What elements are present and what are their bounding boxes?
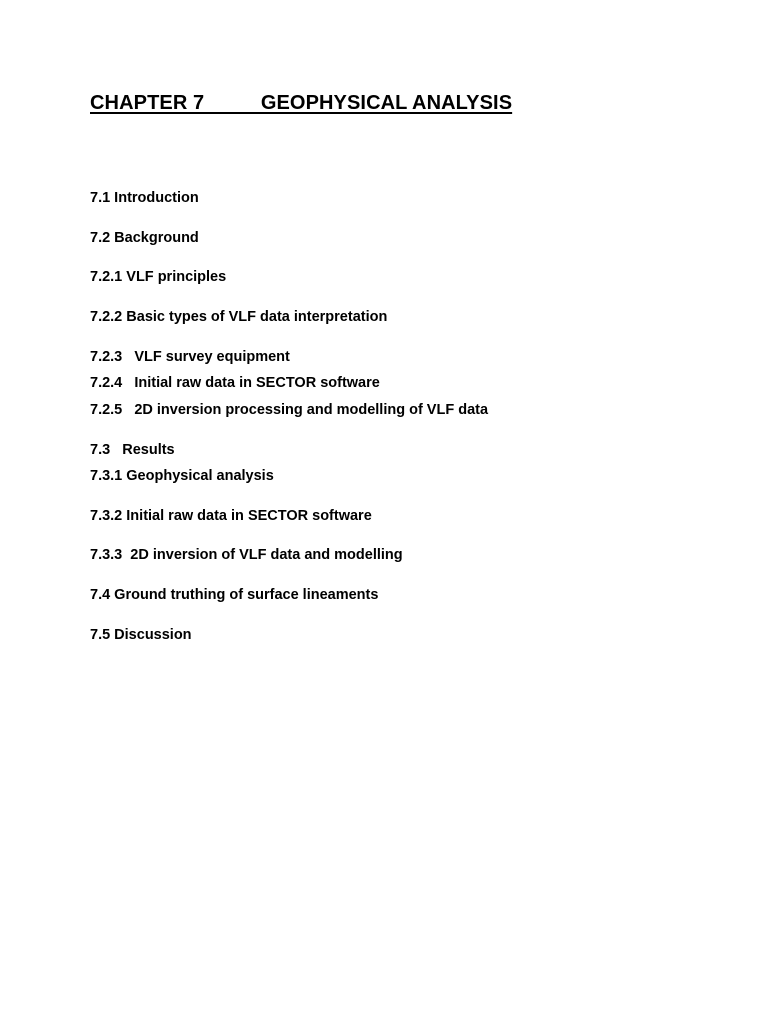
toc-item-7-5: 7.5 Discussion bbox=[90, 627, 192, 643]
toc-item-7-2-4: 7.2.4 Initial raw data in SECTOR software bbox=[90, 375, 380, 391]
toc-item-7-2-5: 7.2.5 2D inversion processing and modelling of VLF data bbox=[90, 402, 489, 418]
chapter-heading: CHAPTER 7 GEOPHYSICAL ANALYSIS bbox=[90, 92, 513, 114]
toc-item-7-3: 7.3 Results bbox=[90, 442, 175, 458]
toc-item-7-2-2: 7.2.2 Basic types of VLF data interpretation bbox=[90, 309, 388, 325]
toc-item-7-3-3: 7.3.3 2D inversion of VLF data and modelling bbox=[90, 547, 403, 563]
toc-item-7-4: 7.4 Ground truthing of surface lineaments bbox=[90, 587, 379, 603]
toc-item-7-2-1: 7.2.1 VLF principles bbox=[90, 269, 227, 285]
toc-item-7-2: 7.2 Background bbox=[90, 230, 199, 246]
toc-item-7-1: 7.1 Introduction bbox=[90, 190, 199, 206]
toc-item-7-3-1: 7.3.1 Geophysical analysis bbox=[90, 468, 274, 484]
toc-item-7-3-2: 7.3.2 Initial raw data in SECTOR software bbox=[90, 508, 372, 524]
toc-item-7-2-3: 7.2.3 VLF survey equipment bbox=[90, 349, 290, 365]
